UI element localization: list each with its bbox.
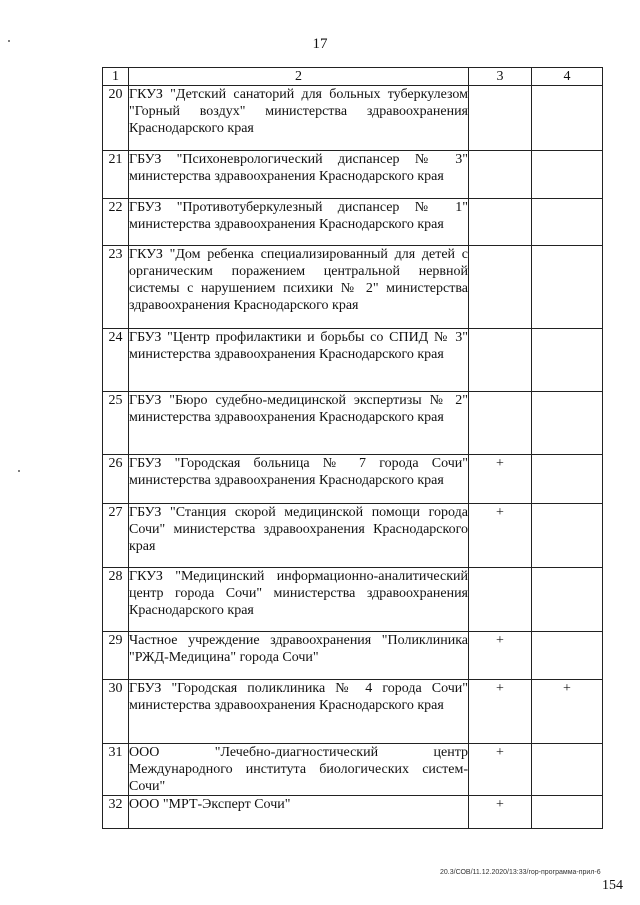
column-4-mark bbox=[532, 568, 603, 632]
column-header-2: 2 bbox=[129, 68, 469, 86]
table-row bbox=[103, 680, 603, 744]
column-4-mark bbox=[532, 744, 603, 796]
column-3-mark bbox=[469, 246, 532, 329]
column-4-mark bbox=[532, 151, 603, 199]
column-4-mark bbox=[532, 86, 603, 151]
row-number: 26 bbox=[103, 455, 129, 504]
column-3-mark: + bbox=[469, 455, 532, 504]
table-row bbox=[103, 329, 603, 392]
table-row bbox=[103, 199, 603, 246]
row-number: 28 bbox=[103, 568, 129, 632]
column-header-1: 1 bbox=[103, 68, 129, 86]
column-3-mark: + bbox=[469, 680, 532, 744]
facility-name: ООО "МРТ-Эксперт Сочи" bbox=[129, 796, 469, 829]
facility-name: ГБУЗ "Противотуберкулезный диспансер № 1" министерства здравоохранения Краснодарского края bbox=[129, 199, 469, 246]
column-3-mark bbox=[469, 568, 532, 632]
column-4-mark bbox=[532, 246, 603, 329]
facility-name: ГКУЗ "Дом ребенка специализированный для детей с органическим поражением центральной нервной системы с нарушением психики № 2" министерства здравоохранения Краснодарского края bbox=[129, 246, 469, 329]
scan-speck bbox=[18, 470, 20, 472]
column-4-mark bbox=[532, 392, 603, 455]
row-number: 25 bbox=[103, 392, 129, 455]
column-4-mark bbox=[532, 632, 603, 680]
column-3-mark: + bbox=[469, 796, 532, 829]
facility-name: ГБУЗ "Центр профилактики и борьбы со СПИД № 3" министерства здравоохранения Краснодарского края bbox=[129, 329, 469, 392]
row-number: 31 bbox=[103, 744, 129, 796]
column-4-mark bbox=[532, 504, 603, 568]
column-4-mark: + bbox=[532, 680, 603, 744]
table-header-row bbox=[103, 68, 603, 86]
column-4-mark bbox=[532, 199, 603, 246]
sheet-number: 154 bbox=[602, 878, 623, 893]
table-row bbox=[103, 504, 603, 568]
table-row bbox=[103, 796, 603, 829]
table-row bbox=[103, 86, 603, 151]
table-row bbox=[103, 151, 603, 199]
row-number: 30 bbox=[103, 680, 129, 744]
facility-name: ГБУЗ "Городская больница № 7 города Сочи" министерства здравоохранения Краснодарского края bbox=[129, 455, 469, 504]
column-3-mark bbox=[469, 392, 532, 455]
facilities-table bbox=[102, 67, 603, 829]
column-4-mark bbox=[532, 329, 603, 392]
facility-name: ООО "Лечебно-диагностический центр Международного института биологических систем-Сочи" bbox=[129, 745, 468, 794]
column-4-mark bbox=[532, 455, 603, 504]
facility-name: ГБУЗ "Психоневрологический диспансер № 3" министерства здравоохранения Краснодарского края bbox=[129, 151, 469, 199]
table-row bbox=[103, 632, 603, 680]
row-number: 21 bbox=[103, 151, 129, 199]
facility-name: ГБУЗ "Станция скорой медицинской помощи города Сочи" министерства здравоохранения Краснодарского края bbox=[129, 504, 469, 568]
facility-name: Частное учреждение здравоохранения "Поликлиника "РЖД-Медицина" города Сочи" bbox=[129, 632, 469, 680]
facility-name: ГБУЗ "Городская поликлиника № 4 города Сочи" министерства здравоохранения Краснодарского края bbox=[129, 680, 469, 744]
column-3-mark: + bbox=[469, 504, 532, 568]
document-footer-code: 20.3/СОВ/11.12.2020/13:33/гор-программа-прил-6 bbox=[440, 869, 601, 876]
column-3-mark bbox=[469, 151, 532, 199]
row-number: 22 bbox=[103, 199, 129, 246]
column-3-mark: + bbox=[469, 744, 532, 796]
row-number: 20 bbox=[103, 86, 129, 151]
table-row bbox=[103, 568, 603, 632]
column-header-3: 3 bbox=[469, 68, 532, 86]
table-row bbox=[103, 246, 603, 329]
column-3-mark bbox=[469, 86, 532, 151]
table-row bbox=[103, 455, 603, 504]
facility-name: ГКУЗ "Детский санаторий для больных туберкулезом "Горный воздух" министерства здравоохранения Краснодарского края bbox=[129, 86, 469, 151]
row-number: 32 bbox=[103, 796, 129, 829]
column-4-mark bbox=[532, 796, 603, 829]
row-number: 24 bbox=[103, 329, 129, 392]
row-number: 23 bbox=[103, 246, 129, 329]
facility-name: ГБУЗ "Бюро судебно-медицинской экспертизы № 2" министерства здравоохранения Краснодарского края bbox=[129, 392, 469, 455]
row-number: 27 bbox=[103, 504, 129, 568]
row-number: 29 bbox=[103, 632, 129, 680]
page-number: 17 bbox=[312, 36, 328, 52]
scan-speck bbox=[8, 40, 10, 42]
column-3-mark: + bbox=[469, 632, 532, 680]
table-row bbox=[103, 392, 603, 455]
column-3-mark bbox=[469, 199, 532, 246]
column-3-mark bbox=[469, 329, 532, 392]
table-row bbox=[103, 744, 603, 796]
facility-name: ГКУЗ "Медицинский информационно-аналитический центр города Сочи" министерства здравоохранения Краснодарского края bbox=[129, 568, 469, 632]
column-header-4: 4 bbox=[532, 68, 603, 86]
